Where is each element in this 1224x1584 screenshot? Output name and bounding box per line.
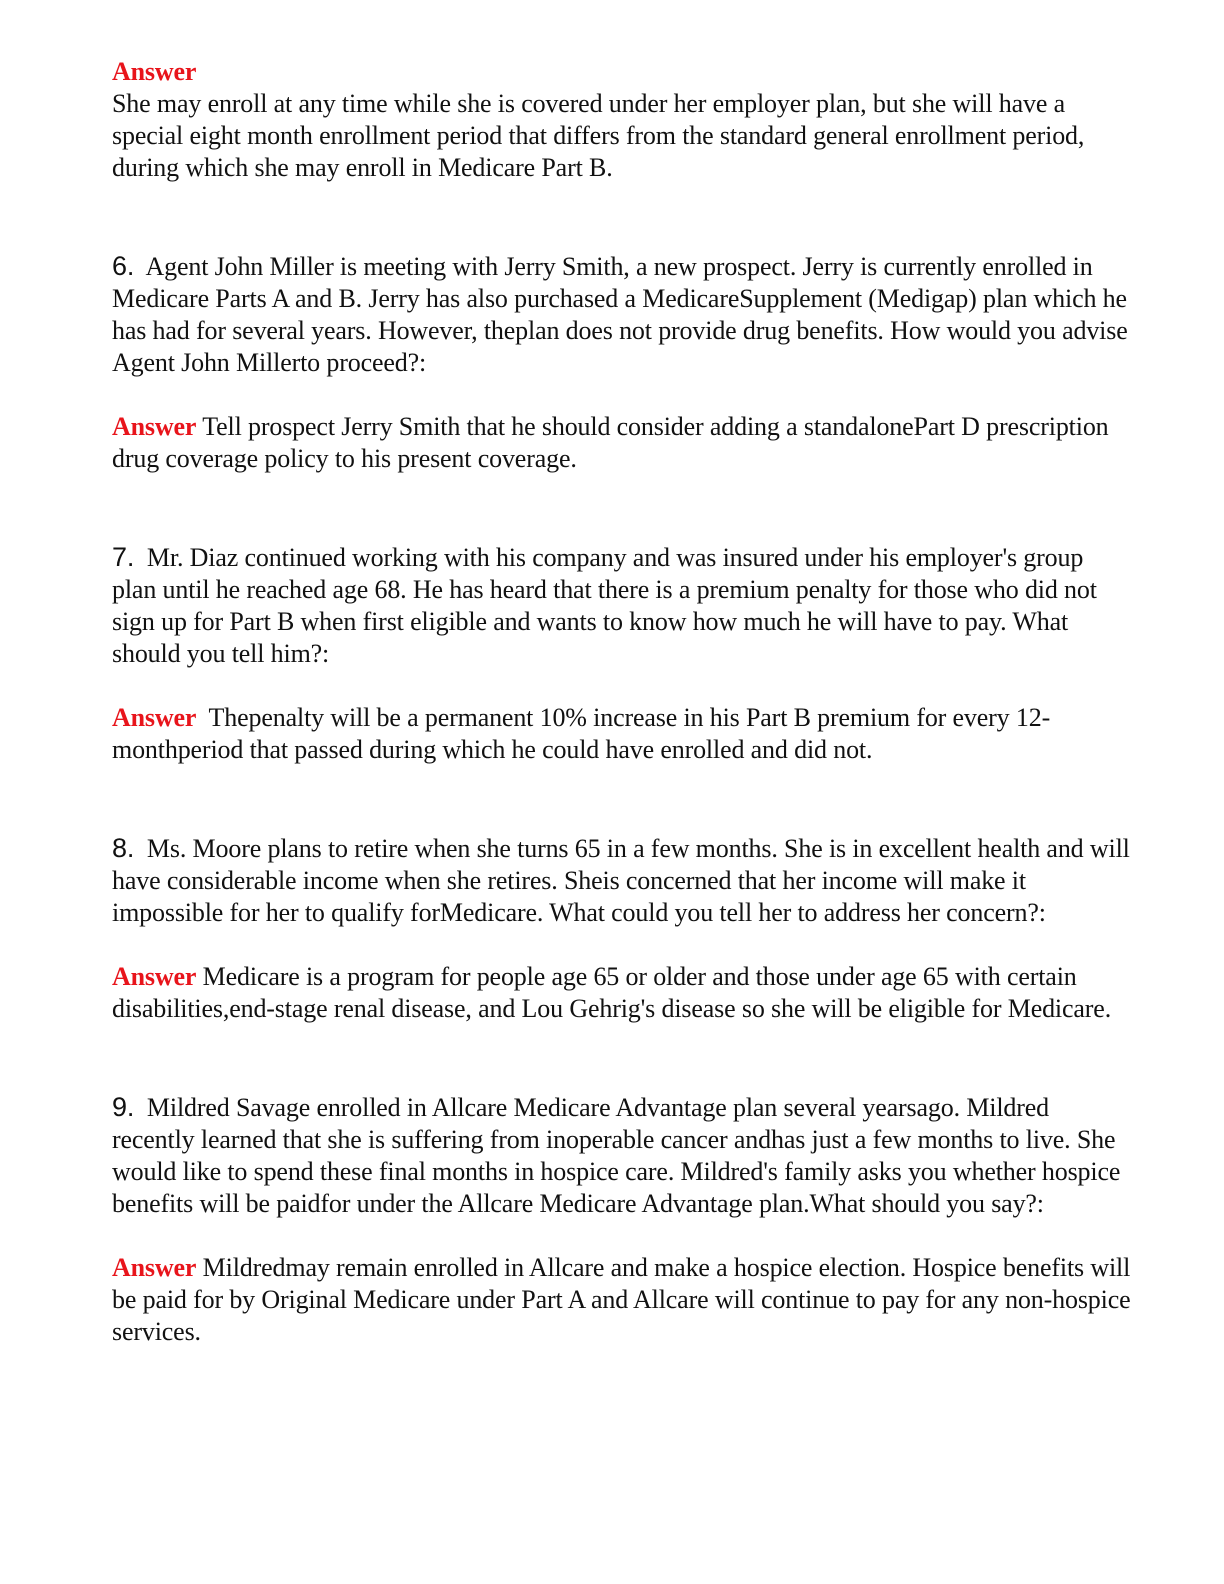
intro-answer-text: She may enroll at any time while she is covered under her employer plan, but she will have a special eight month enrollment period that differs from the standard general enrollment period, during which she may enroll in Medicare Part B. xyxy=(112,89,1085,182)
answer-text xyxy=(112,411,1132,475)
answer-label: Answer xyxy=(112,703,197,732)
question-body: Mr. Diaz continued working with his company and was insured under his employer's group plan until he reached age 68. He has heard that there is a premium penalty for those who did not sign up for Part B when first eligible and wants to know how much he will have to pay. What should you tell him?: xyxy=(112,543,1097,668)
question-block-8 xyxy=(112,832,1132,1025)
intro-answer-label xyxy=(112,56,1132,88)
answer-body: Thepenalty will be a permanent 10% increase in his Part B premium for every 12-monthperiod that passed during which he could have enrolled and did not. xyxy=(112,703,1051,764)
question-number: 6. xyxy=(112,251,135,281)
intro-answer-block xyxy=(112,56,1132,184)
document-page xyxy=(112,56,1132,1348)
question-number: 9. xyxy=(112,1092,135,1122)
answer-label: Answer xyxy=(112,57,197,86)
question-text xyxy=(112,541,1132,670)
answer-body: Tell prospect Jerry Smith that he should consider adding a standalonePart D prescription drug coverage policy to his present coverage. xyxy=(112,412,1109,473)
question-number: 8. xyxy=(112,833,135,863)
question-block-6 xyxy=(112,250,1132,475)
question-body: Ms. Moore plans to retire when she turns 65 in a few months. She is in excellent health and will have considerable income when she retires. Sheis concerned that her income will make it impossible for her to qualify forMedicare. What could you tell her to address her concern?: xyxy=(112,834,1130,927)
answer-body: Mildredmay remain enrolled in Allcare and make a hospice election. Hospice benefits will be paid for by Original Medicare under Part A and Allcare will continue to pay for any non-hospice services. xyxy=(112,1253,1131,1346)
answer-text xyxy=(112,702,1132,766)
answer-text xyxy=(112,1252,1132,1348)
answer-label: Answer xyxy=(112,1253,197,1282)
question-body: Agent John Miller is meeting with Jerry Smith, a new prospect. Jerry is currently enrolled in Medicare Parts A and B. Jerry has also purchased a MedicareSupplement (Medigap) plan which he has had for several years. However, theplan does not provide drug benefits. How would you advise Agent John Millerto proceed?: xyxy=(112,252,1128,377)
question-body: Mildred Savage enrolled in Allcare Medicare Advantage plan several yearsago. Mildred recently learned that she is suffering from inoperable cancer andhas just a few months to live. She would like to spend these final months in hospice care. Mildred's family asks you whether hospice benefits will be paidfor under the Allcare Medicare Advantage plan.What should you say?: xyxy=(112,1093,1121,1218)
question-block-9 xyxy=(112,1091,1132,1348)
question-block-7 xyxy=(112,541,1132,766)
answer-body: Medicare is a program for people age 65 or older and those under age 65 with certain disabilities,end-stage renal disease, and Lou Gehrig's disease so she will be eligible for Medicare. xyxy=(112,962,1112,1023)
answer-label: Answer xyxy=(112,962,197,991)
question-text xyxy=(112,832,1132,929)
answer-text xyxy=(112,961,1132,1025)
answer-label: Answer xyxy=(112,412,197,441)
question-text xyxy=(112,1091,1132,1220)
question-number: 7. xyxy=(112,542,135,572)
question-text xyxy=(112,250,1132,379)
